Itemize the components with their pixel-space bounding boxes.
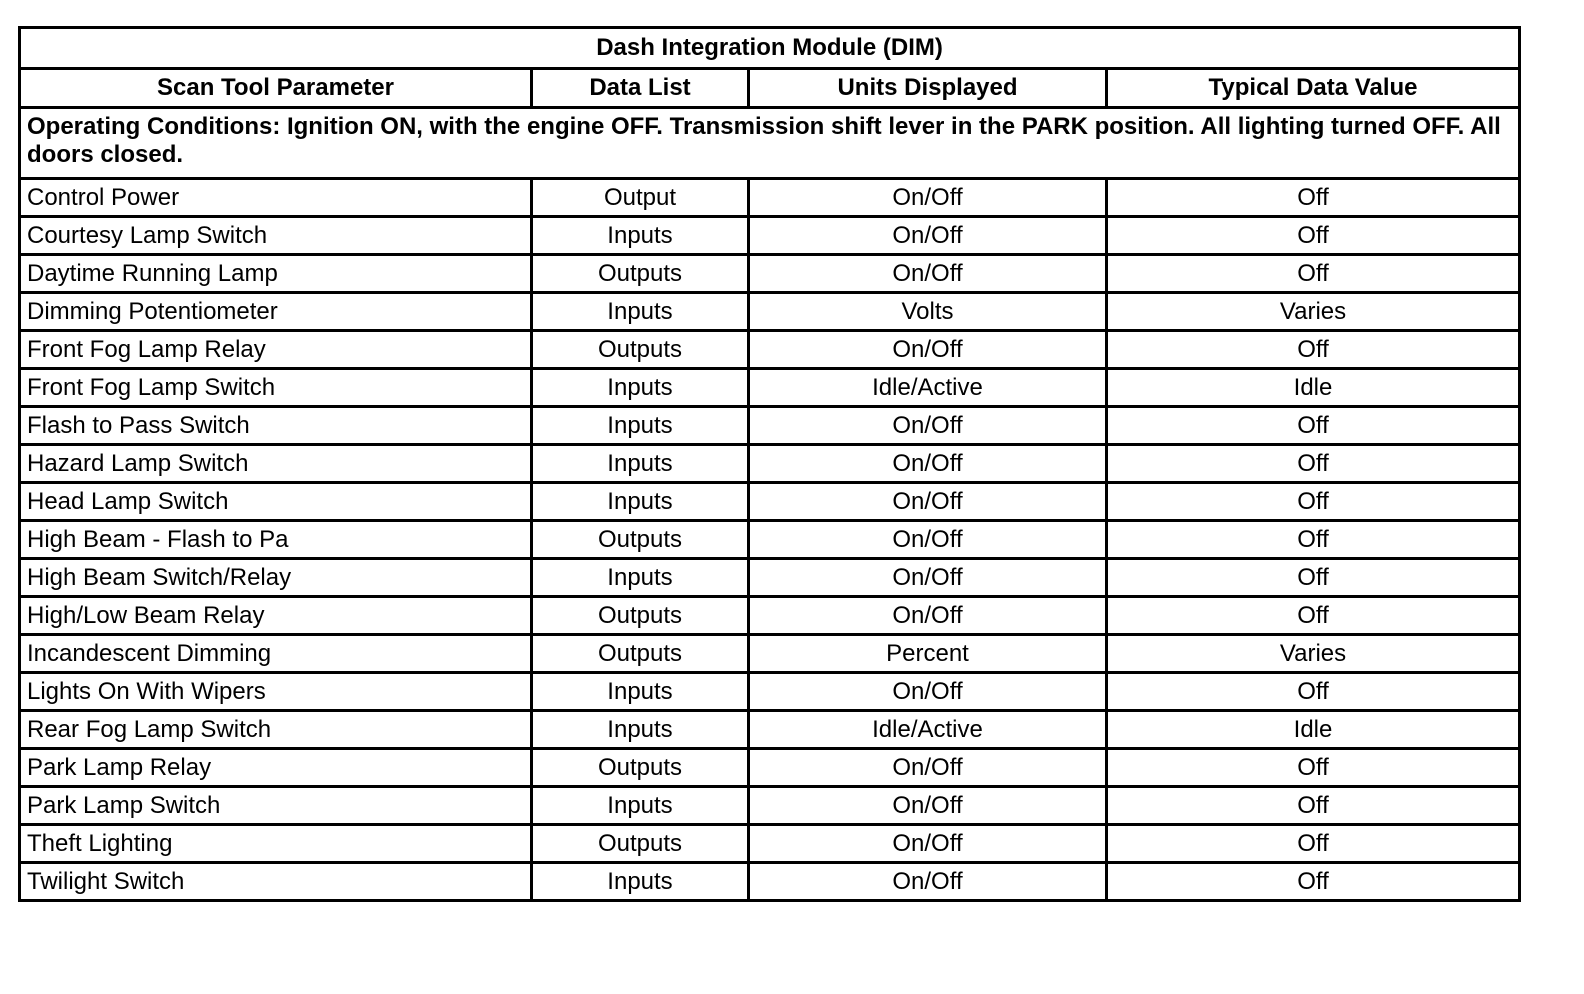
- table-row: [20, 483, 1520, 521]
- table-row: [20, 179, 1520, 217]
- cell-data-list: Outputs: [532, 255, 749, 293]
- cell-units: On/Off: [749, 483, 1107, 521]
- table-title: Dash Integration Module (DIM): [20, 28, 1520, 69]
- cell-typical-value: Off: [1107, 597, 1520, 635]
- cell-units: On/Off: [749, 673, 1107, 711]
- cell-data-list: Outputs: [532, 749, 749, 787]
- cell-units: On/Off: [749, 559, 1107, 597]
- table-row: [20, 825, 1520, 863]
- header-data-list: Data List: [532, 69, 749, 108]
- cell-typical-value: Off: [1107, 255, 1520, 293]
- cell-units: On/Off: [749, 331, 1107, 369]
- cell-data-list: Output: [532, 179, 749, 217]
- cell-typical-value: Off: [1107, 483, 1520, 521]
- cell-data-list: Inputs: [532, 483, 749, 521]
- cell-parameter: Head Lamp Switch: [20, 483, 532, 521]
- cell-parameter: Park Lamp Switch: [20, 787, 532, 825]
- cell-data-list: Outputs: [532, 331, 749, 369]
- cell-parameter: Front Fog Lamp Relay: [20, 331, 532, 369]
- cell-typical-value: Off: [1107, 521, 1520, 559]
- cell-data-list: Inputs: [532, 863, 749, 901]
- data-rows: [20, 179, 1520, 901]
- table-row: [20, 521, 1520, 559]
- header-typical-data-value: Typical Data Value: [1107, 69, 1520, 108]
- cell-parameter: Lights On With Wipers: [20, 673, 532, 711]
- cell-parameter: Daytime Running Lamp: [20, 255, 532, 293]
- cell-parameter: Flash to Pass Switch: [20, 407, 532, 445]
- cell-parameter: Park Lamp Relay: [20, 749, 532, 787]
- cell-units: Idle/Active: [749, 711, 1107, 749]
- cell-units: Percent: [749, 635, 1107, 673]
- table-title-row: [20, 28, 1520, 69]
- table-row: [20, 863, 1520, 901]
- table-row: [20, 255, 1520, 293]
- header-scan-tool-parameter: Scan Tool Parameter: [20, 69, 532, 108]
- cell-typical-value: Varies: [1107, 635, 1520, 673]
- cell-units: On/Off: [749, 863, 1107, 901]
- operating-conditions: Operating Conditions: Ignition ON, with the engine OFF. Transmission shift lever in the PARK position. All lighting turned OFF. All doors closed.: [20, 108, 1520, 179]
- cell-parameter: Incandescent Dimming: [20, 635, 532, 673]
- cell-units: Volts: [749, 293, 1107, 331]
- cell-units: Idle/Active: [749, 369, 1107, 407]
- cell-typical-value: Off: [1107, 179, 1520, 217]
- cell-data-list: Outputs: [532, 521, 749, 559]
- cell-parameter: Rear Fog Lamp Switch: [20, 711, 532, 749]
- table-row: [20, 331, 1520, 369]
- cell-data-list: Inputs: [532, 369, 749, 407]
- cell-data-list: Inputs: [532, 787, 749, 825]
- cell-data-list: Inputs: [532, 559, 749, 597]
- cell-typical-value: Off: [1107, 787, 1520, 825]
- table-row: [20, 407, 1520, 445]
- header-units-displayed: Units Displayed: [749, 69, 1107, 108]
- cell-typical-value: Off: [1107, 407, 1520, 445]
- cell-typical-value: Idle: [1107, 369, 1520, 407]
- cell-units: On/Off: [749, 179, 1107, 217]
- table-row: [20, 369, 1520, 407]
- cell-typical-value: Off: [1107, 863, 1520, 901]
- cell-parameter: High Beam - Flash to Pa: [20, 521, 532, 559]
- table-row: [20, 597, 1520, 635]
- cell-data-list: Inputs: [532, 673, 749, 711]
- cell-typical-value: Off: [1107, 673, 1520, 711]
- cell-typical-value: Idle: [1107, 711, 1520, 749]
- cell-units: On/Off: [749, 787, 1107, 825]
- cell-parameter: Twilight Switch: [20, 863, 532, 901]
- cell-parameter: High Beam Switch/Relay: [20, 559, 532, 597]
- cell-units: On/Off: [749, 597, 1107, 635]
- cell-units: On/Off: [749, 749, 1107, 787]
- cell-data-list: Inputs: [532, 293, 749, 331]
- cell-parameter: Dimming Potentiometer: [20, 293, 532, 331]
- cell-data-list: Inputs: [532, 445, 749, 483]
- cell-units: On/Off: [749, 521, 1107, 559]
- cell-data-list: Inputs: [532, 407, 749, 445]
- table-row: [20, 293, 1520, 331]
- cell-parameter: Theft Lighting: [20, 825, 532, 863]
- cell-typical-value: Off: [1107, 445, 1520, 483]
- cell-typical-value: Off: [1107, 825, 1520, 863]
- cell-typical-value: Off: [1107, 559, 1520, 597]
- table-row: [20, 673, 1520, 711]
- cell-parameter: Control Power: [20, 179, 532, 217]
- table-row: [20, 635, 1520, 673]
- table-row: [20, 787, 1520, 825]
- table-row: [20, 559, 1520, 597]
- cell-data-list: Outputs: [532, 635, 749, 673]
- cell-units: On/Off: [749, 255, 1107, 293]
- cell-data-list: Outputs: [532, 597, 749, 635]
- cell-typical-value: Off: [1107, 331, 1520, 369]
- table-row: [20, 711, 1520, 749]
- cell-units: On/Off: [749, 445, 1107, 483]
- cell-units: On/Off: [749, 217, 1107, 255]
- cell-data-list: Inputs: [532, 711, 749, 749]
- cell-typical-value: Off: [1107, 217, 1520, 255]
- cell-parameter: High/Low Beam Relay: [20, 597, 532, 635]
- cell-data-list: Inputs: [532, 217, 749, 255]
- cell-units: On/Off: [749, 407, 1107, 445]
- cell-data-list: Outputs: [532, 825, 749, 863]
- table-header-row: [20, 69, 1520, 108]
- table-row: [20, 217, 1520, 255]
- cell-typical-value: Off: [1107, 749, 1520, 787]
- operating-conditions-row: [20, 108, 1520, 179]
- cell-typical-value: Varies: [1107, 293, 1520, 331]
- cell-parameter: Front Fog Lamp Switch: [20, 369, 532, 407]
- cell-parameter: Hazard Lamp Switch: [20, 445, 532, 483]
- dim-data-table: [18, 26, 1521, 902]
- cell-parameter: Courtesy Lamp Switch: [20, 217, 532, 255]
- table-row: [20, 749, 1520, 787]
- table-row: [20, 445, 1520, 483]
- cell-units: On/Off: [749, 825, 1107, 863]
